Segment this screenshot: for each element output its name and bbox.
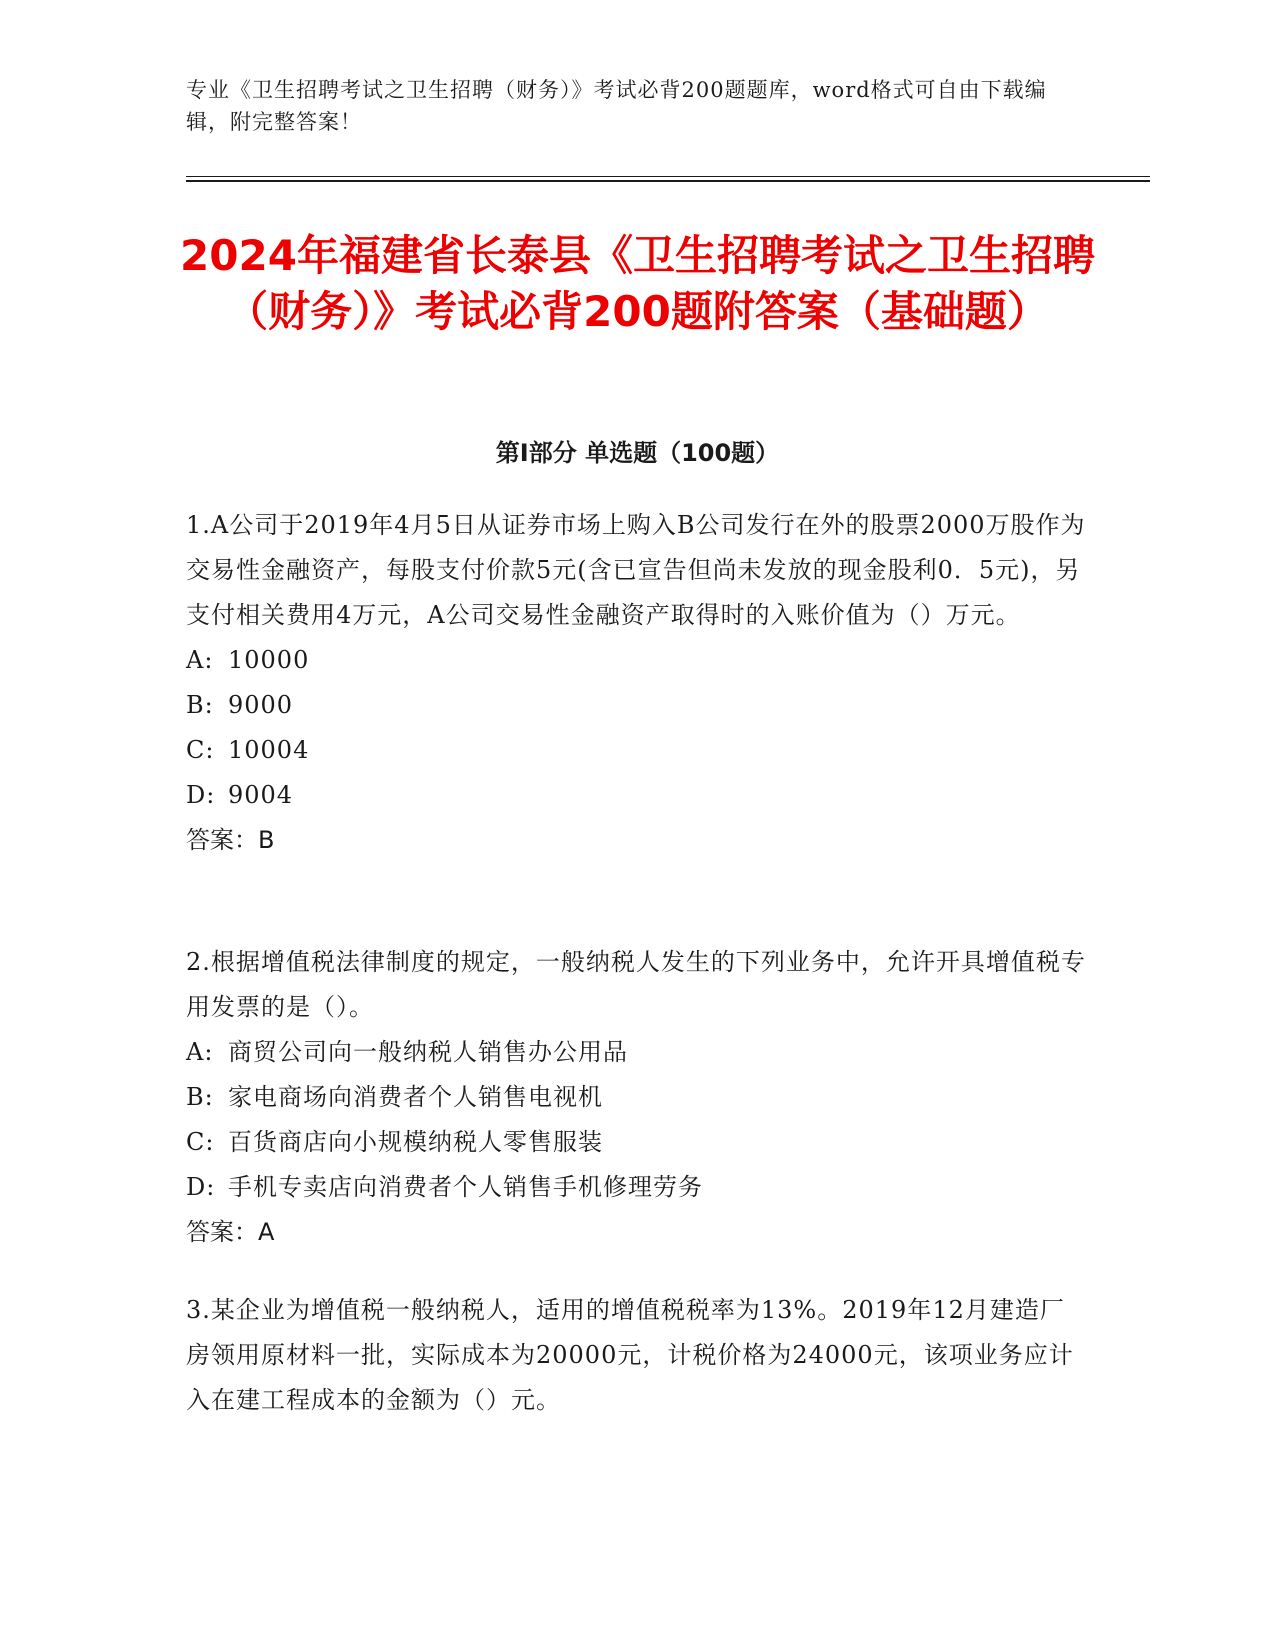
option-label: B:	[186, 1083, 214, 1111]
option-text: 9000	[228, 691, 294, 719]
option-c	[186, 1120, 1086, 1165]
option-c	[186, 728, 1086, 773]
question-stem: 1.A公司于2019年4月5日从证券市场上购入B公司发行在外的股票2000万股作为交易性金融资产，每股支付价款5元(含已宣告但尚未发放的现金股利0．5元)，另支付相关费用4万元，A公司交易性金融资产取得时的入账价值为（）万元。	[186, 511, 1086, 629]
question-2	[186, 940, 1086, 1255]
question-3	[186, 1288, 1086, 1423]
option-label: A:	[186, 646, 214, 674]
option-a	[186, 638, 1086, 683]
option-d	[186, 773, 1086, 818]
option-text: 9004	[228, 781, 294, 809]
option-text: 家电商场向消费者个人销售电视机	[228, 1083, 603, 1111]
option-label: B:	[186, 691, 214, 719]
question-1	[186, 503, 1086, 863]
answer: 答案：A	[186, 1218, 275, 1246]
header-note: 专业《卫生招聘考试之卫生招聘（财务）》考试必背200题题库，word格式可自由下载编辑，附完整答案！	[186, 78, 1047, 134]
option-label: D:	[186, 781, 216, 809]
question-stem: 3.某企业为增值税一般纳税人，适用的增值税税率为13%。2019年12月建造厂房领用原材料一批，实际成本为20000元，计税价格为24000元，该项业务应计入在建工程成本的金额为（）元。	[186, 1296, 1074, 1414]
option-text: 商贸公司向一般纳税人销售办公用品	[228, 1038, 628, 1066]
option-a	[186, 1030, 1086, 1075]
option-label: A:	[186, 1038, 214, 1066]
option-label: C:	[186, 736, 215, 764]
section-title: 第I部分 单选题（100题）	[495, 439, 780, 467]
header-divider-thick	[186, 180, 1150, 182]
option-label: C:	[186, 1128, 215, 1156]
option-text: 10004	[228, 736, 310, 764]
option-text: 百货商店向小规模纳税人零售服装	[228, 1128, 603, 1156]
option-label: D:	[186, 1173, 216, 1201]
option-text: 10000	[228, 646, 310, 674]
header-divider-thin	[186, 176, 1150, 177]
answer: 答案：B	[186, 826, 275, 854]
document-title: 2024年福建省长泰县《卫生招聘考试之卫生招聘（财务）》考试必背200题附答案（基础题）	[180, 231, 1095, 336]
option-b	[186, 683, 1086, 728]
question-stem: 2.根据增值税法律制度的规定，一般纳税人发生的下列业务中，允许开具增值税专用发票的是（）。	[186, 948, 1086, 1021]
option-text: 手机专卖店向消费者个人销售手机修理劳务	[228, 1173, 703, 1201]
option-d	[186, 1165, 1086, 1210]
option-b	[186, 1075, 1086, 1120]
